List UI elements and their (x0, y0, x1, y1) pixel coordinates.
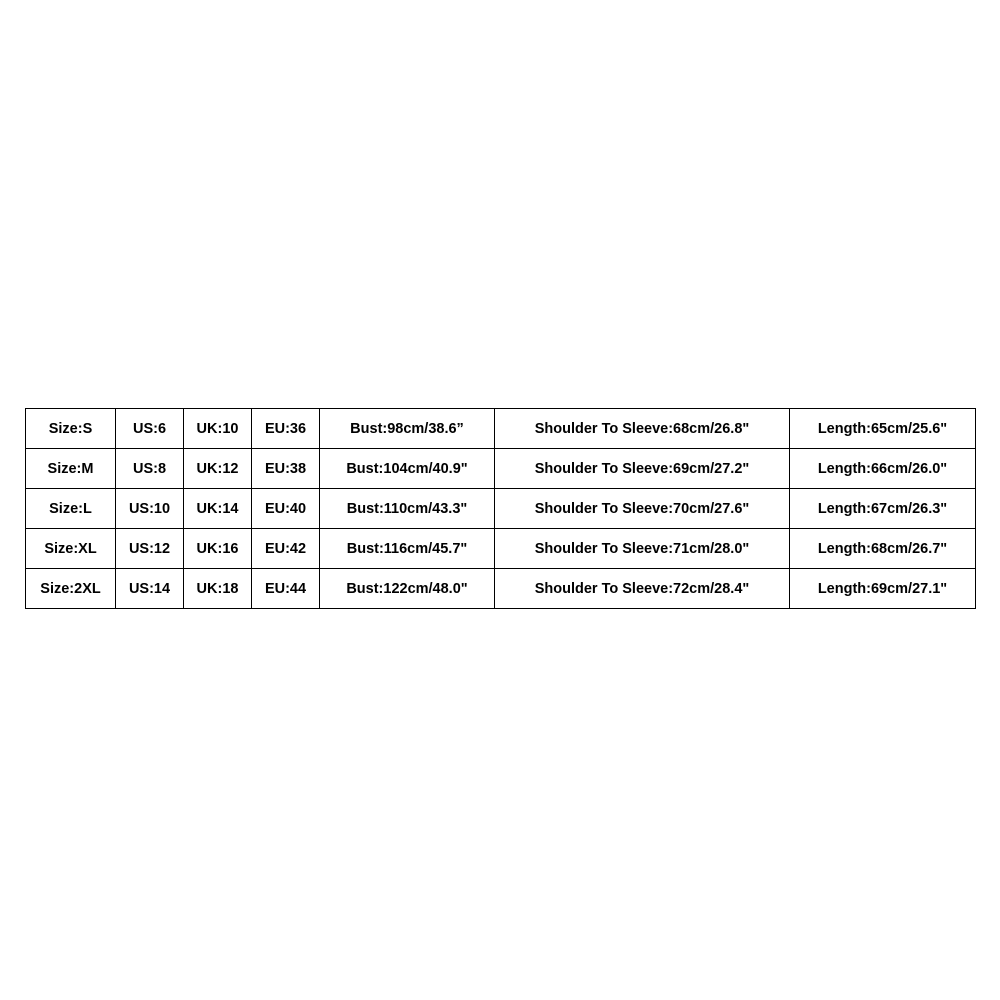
table-row (26, 449, 976, 489)
cell-us: US:8 (116, 449, 184, 489)
cell-shoulder-to-sleeve: Shoulder To Sleeve:70cm/27.6" (495, 489, 790, 529)
cell-us: US:6 (116, 409, 184, 449)
cell-uk: UK:16 (184, 529, 252, 569)
cell-bust: Bust:98cm/38.6” (320, 409, 495, 449)
cell-size: Size:M (26, 449, 116, 489)
cell-eu: EU:42 (252, 529, 320, 569)
cell-uk: UK:12 (184, 449, 252, 489)
cell-size: Size:L (26, 489, 116, 529)
cell-us: US:12 (116, 529, 184, 569)
table-row (26, 529, 976, 569)
cell-shoulder-to-sleeve: Shoulder To Sleeve:71cm/28.0" (495, 529, 790, 569)
cell-uk: UK:14 (184, 489, 252, 529)
cell-length: Length:65cm/25.6" (790, 409, 976, 449)
size-chart-table (25, 408, 976, 609)
cell-size: Size:S (26, 409, 116, 449)
cell-length: Length:69cm/27.1" (790, 569, 976, 609)
cell-bust: Bust:122cm/48.0" (320, 569, 495, 609)
cell-us: US:10 (116, 489, 184, 529)
cell-eu: EU:40 (252, 489, 320, 529)
cell-size: Size:2XL (26, 569, 116, 609)
size-chart-container (25, 408, 975, 609)
cell-eu: EU:44 (252, 569, 320, 609)
cell-uk: UK:10 (184, 409, 252, 449)
cell-size: Size:XL (26, 529, 116, 569)
cell-length: Length:68cm/26.7" (790, 529, 976, 569)
cell-uk: UK:18 (184, 569, 252, 609)
cell-us: US:14 (116, 569, 184, 609)
table-row (26, 489, 976, 529)
cell-bust: Bust:110cm/43.3" (320, 489, 495, 529)
cell-bust: Bust:104cm/40.9" (320, 449, 495, 489)
cell-shoulder-to-sleeve: Shoulder To Sleeve:72cm/28.4" (495, 569, 790, 609)
cell-eu: EU:36 (252, 409, 320, 449)
table-row (26, 409, 976, 449)
cell-length: Length:66cm/26.0" (790, 449, 976, 489)
cell-bust: Bust:116cm/45.7" (320, 529, 495, 569)
cell-shoulder-to-sleeve: Shoulder To Sleeve:69cm/27.2" (495, 449, 790, 489)
cell-eu: EU:38 (252, 449, 320, 489)
cell-shoulder-to-sleeve: Shoulder To Sleeve:68cm/26.8" (495, 409, 790, 449)
table-row (26, 569, 976, 609)
cell-length: Length:67cm/26.3" (790, 489, 976, 529)
